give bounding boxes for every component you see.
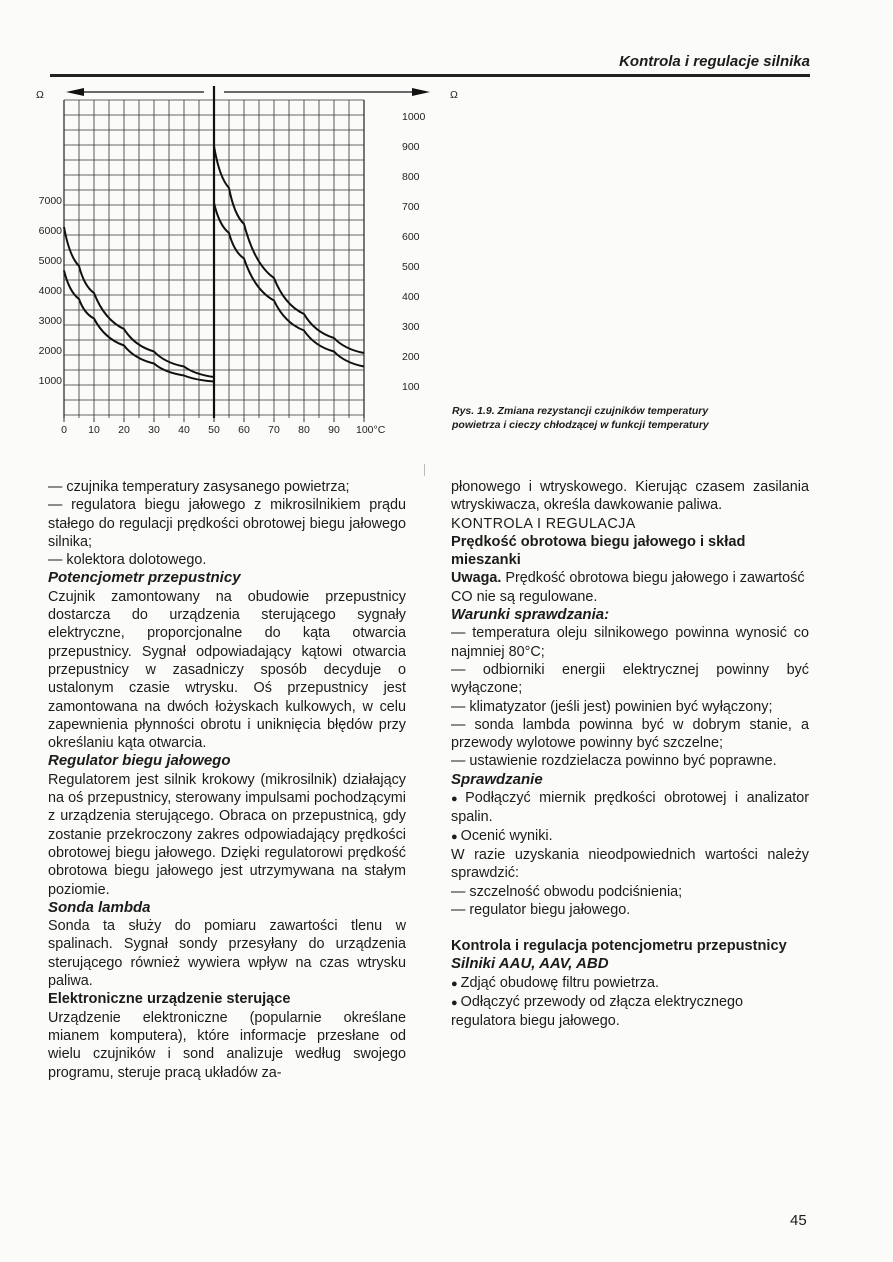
heading-engines: Silniki AAU, AAV, ABD	[451, 955, 609, 973]
condition-item: — odbiorniki energii elektrycznej powinny być wyłączone;	[451, 661, 809, 697]
right-arrow-head	[412, 88, 430, 96]
section-heading: KONTROLA I REGULACJA	[451, 515, 636, 532]
paragraph-throttle-potentiometer: Czujnik zamontowany na obudowie przepustnicy dostarcza do urządzenia sterującego sygnały elektryczne, proporcjonalne do kąta otwarcia przepustnicy. Sygnał odpowiadający kątowi otwarcia przepustnicy w zasadniczy sposób decyduje o ustalonym czasie wtrysku. Oś przepustnicy jest zamontowana na dwóch łożyskach kulkowych, w celu zapewnienia płynności obrotu i uniknięcia błędów przy określaniu kąta otwarcia.	[48, 588, 406, 752]
paragraph-lambda-probe: Sonda ta służy do pomiaru zawartości tlenu w spalinach. Sygnał sondy przesyłany do urządzenia sterującego również wywiera wpływ na czas wtrysku paliwa.	[48, 918, 406, 990]
condition-item: — ustawienie rozdzielacza powinno być poprawne.	[451, 753, 777, 770]
x-tick-label: 0	[61, 424, 67, 436]
right-column	[451, 478, 809, 1031]
right-tick-label: 700	[402, 201, 420, 213]
column-divider	[424, 464, 425, 476]
x-tick-label: 30	[148, 424, 160, 436]
step-bullet: ● Zdjąć obudowę filtru powietrza.	[451, 974, 809, 993]
condition-item: — sonda lambda powinna być w dobrym stanie, a przewody wylotowe powinny być szczelne;	[451, 716, 809, 752]
caption-line-1: Rys. 1.9. Zmiana rezystancji czujników temperatury	[452, 405, 709, 417]
check-item: — regulator biegu jałowego.	[451, 901, 631, 918]
heading-checking: Sprawdzanie	[451, 770, 543, 788]
paragraph-continuation: płonowego i wtryskowego. Kierując czasem zasilania wtryskiwacza, określa dawkowanie paliwa.	[451, 479, 809, 514]
check-bullet: ● Podłączyć miernik prędkości obrotowej i analizator spalin.	[451, 789, 809, 827]
x-tick-label: 70	[268, 424, 280, 436]
x-tick-label: 80	[298, 424, 310, 436]
right-tick-label: 1000	[402, 111, 426, 123]
list-item: — kolektora dolotowego.	[48, 552, 207, 569]
list-item: — regulatora biegu jałowego z mikrosilnikiem prądu stałego do regulacji prędkości obrotowej biegu jałowego silnika;	[48, 497, 406, 550]
heading-conditions: Warunki sprawdzania:	[451, 606, 610, 624]
resistance-chart	[22, 84, 458, 440]
right-tick-label: 900	[402, 141, 420, 153]
heading-potentiometer-adjustment: Kontrola i regulacja potencjometru przepustnicy	[451, 938, 787, 955]
x-tick-label: 50	[208, 424, 220, 436]
right-tick-label: 500	[402, 261, 420, 273]
note-paragraph	[451, 569, 809, 606]
right-tick-label: 100	[402, 381, 420, 393]
chart-labels	[36, 89, 458, 436]
condition-item: — klimatyzator (jeśli jest) powinien być wyłączony;	[451, 698, 773, 715]
header-rule	[50, 74, 810, 77]
x-tick-label: 40	[178, 424, 190, 436]
paragraph-control-unit: Urządzenie elektroniczne (popularnie określane mianem komputera), które informacje przesłane od wielu czujników i sond analizuje według swojego programu, steruje pracą układów za-	[48, 1009, 406, 1081]
left-axis-unit: Ω	[36, 89, 44, 101]
right-tick-label: 600	[402, 231, 420, 243]
paragraph-idle-regulator: Regulatorem jest silnik krokowy (mikrosilnik) działający na oś przepustnicy, sterowany impulsami pochodzącymi z urządzenia sterującego. Obraca on przepustnicą, gdy zostanie przekroczony zakres odpowiadający prędkości obrotowej biegu jałowego. Dzięki regulatorowi prędkość obrotowa biegu jałowego jest utrzymywana na stałym poziomie.	[48, 771, 406, 898]
chart-grid	[64, 86, 430, 422]
heading-lambda-probe: Sonda lambda	[48, 898, 151, 916]
left-tick-label: 2000	[38, 345, 62, 357]
right-tick-label: 800	[402, 171, 420, 183]
left-arrow-head	[66, 88, 84, 96]
right-axis-unit: Ω	[450, 89, 458, 101]
x-tick-label: 20	[118, 424, 130, 436]
heading-idle-speed: Prędkość obrotowa biegu jałowego i skład mieszanki	[451, 533, 746, 569]
note-text: Prędkość obrotowa biegu jałowego i zawartość CO nie są regulowane.	[451, 570, 805, 605]
heading-control-unit: Elektroniczne urządzenie sterujące	[48, 991, 291, 1008]
x-tick-label: 90	[328, 424, 340, 436]
running-header: Kontrola i regulacje silnika	[619, 53, 810, 70]
right-tick-label: 400	[402, 291, 420, 303]
right-tick-label: 200	[402, 351, 420, 363]
note-label: Uwaga.	[451, 570, 502, 587]
left-tick-label: 1000	[38, 375, 62, 387]
check-text: W razie uzyskania nieodpowiednich wartości należy sprawdzić:	[451, 846, 809, 882]
list-item: — czujnika temperatury zasysanego powietrza;	[48, 479, 350, 495]
condition-item: — temperatura oleju silnikowego powinna wynosić co najmniej 80°C;	[451, 625, 809, 660]
heading-idle-regulator: Regulator biegu jałowego	[48, 752, 231, 770]
left-tick-label: 5000	[38, 255, 62, 267]
x-tick-label: 100°C	[356, 424, 386, 436]
step-bullet: ● Odłączyć przewody od złącza elektrycznego regulatora biegu jałowego.	[451, 993, 809, 1031]
figure-caption	[452, 404, 822, 432]
check-item: — szczelność obwodu podciśnienia;	[451, 883, 683, 900]
left-tick-label: 3000	[38, 315, 62, 327]
left-column	[48, 478, 406, 1082]
right-tick-label: 300	[402, 321, 420, 333]
check-bullet: ● Ocenić wyniki.	[451, 827, 809, 846]
x-tick-label: 10	[88, 424, 100, 436]
left-tick-label: 6000	[38, 225, 62, 237]
left-tick-label: 7000	[38, 195, 62, 207]
page-number: 45	[790, 1212, 807, 1229]
left-tick-label: 4000	[38, 285, 62, 297]
caption-line-2: powietrza i cieczy chłodzącej w funkcji temperatury	[452, 419, 709, 431]
heading-throttle-potentiometer: Potencjometr przepustnicy	[48, 569, 241, 587]
x-tick-label: 60	[238, 424, 250, 436]
